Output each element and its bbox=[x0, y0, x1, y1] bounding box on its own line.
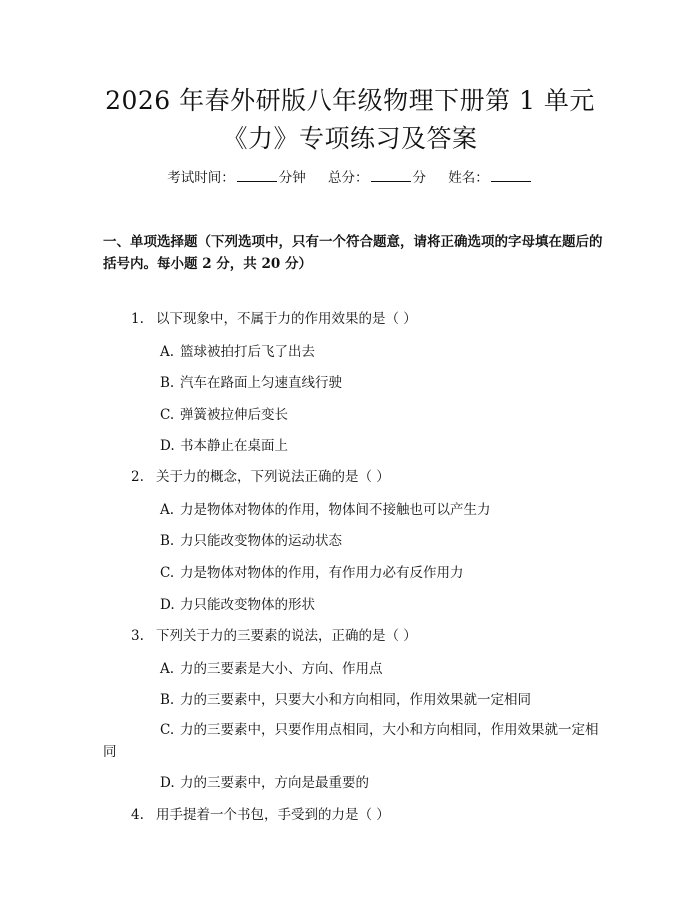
total-score-label: 总分： bbox=[328, 170, 369, 186]
question-number: 3. bbox=[131, 628, 144, 644]
question-2-option-a bbox=[160, 500, 491, 520]
student-name-blank[interactable] bbox=[491, 167, 531, 182]
question-1-option-c bbox=[160, 405, 288, 425]
question-1-option-b bbox=[160, 373, 342, 393]
option-letter: D. bbox=[160, 775, 175, 791]
question-3-option-a bbox=[160, 659, 383, 679]
exam-time-blank[interactable] bbox=[237, 167, 277, 182]
option-letter: C. bbox=[160, 565, 175, 581]
option-text: 力只能改变物体的运动状态 bbox=[180, 533, 342, 549]
question-text: 用手提着一个书包，手受到的力是（ ） bbox=[156, 807, 390, 823]
question-4 bbox=[131, 805, 390, 825]
section-heading-single-choice: 一、单项选择题（下列选项中，只有一个符合题意，请将正确选项的字母填在题后的括号内。每小题 2 分，共 20 分） bbox=[103, 234, 603, 272]
option-letter: A. bbox=[160, 661, 175, 677]
question-1-option-a bbox=[160, 342, 315, 362]
question-2 bbox=[131, 467, 390, 487]
question-1 bbox=[131, 309, 417, 329]
total-score-unit: 分 bbox=[412, 170, 426, 186]
question-text: 关于力的概念，下列说法正确的是（ ） bbox=[156, 469, 390, 485]
option-text: 力的三要素中，只要作用点相同，大小和方向相同，作用效果就一定相同 bbox=[103, 722, 599, 760]
exam-info-row bbox=[0, 167, 700, 188]
question-number: 2. bbox=[131, 469, 144, 485]
option-text: 力只能改变物体的形状 bbox=[180, 597, 315, 613]
question-3 bbox=[131, 626, 417, 646]
option-text: 力的三要素是大小、方向、作用点 bbox=[180, 661, 383, 677]
option-text: 篮球被拍打后飞了出去 bbox=[180, 344, 315, 360]
option-letter: D. bbox=[160, 597, 175, 613]
option-letter: B. bbox=[160, 692, 175, 708]
question-3-option-b bbox=[160, 690, 531, 710]
exam-time-label: 考试时间： bbox=[167, 170, 235, 186]
question-2-option-c bbox=[160, 563, 464, 583]
page-title-line-2: 《力》专项练习及答案 bbox=[222, 124, 478, 153]
student-name-field bbox=[448, 167, 533, 188]
option-letter: C. bbox=[160, 722, 175, 738]
question-text: 下列关于力的三要素的说法，正确的是（ ） bbox=[156, 628, 417, 644]
page-title-line-1: 2026 年春外研版八年级物理下册第 1 单元 bbox=[105, 86, 595, 115]
student-name-label: 姓名： bbox=[448, 170, 489, 186]
question-1-option-d bbox=[160, 436, 288, 456]
question-2-option-d bbox=[160, 595, 315, 615]
option-text: 力的三要素中，方向是最重要的 bbox=[180, 775, 369, 791]
exam-time-field bbox=[167, 167, 306, 188]
option-text: 力是物体对物体的作用，物体间不接触也可以产生力 bbox=[180, 502, 491, 518]
option-text: 力的三要素中，只要大小和方向相同，作用效果就一定相同 bbox=[180, 692, 531, 708]
exam-time-unit: 分钟 bbox=[278, 170, 306, 186]
option-letter: A. bbox=[160, 344, 175, 360]
option-letter: B. bbox=[160, 533, 175, 549]
option-text: 汽车在路面上匀速直线行驶 bbox=[180, 375, 342, 391]
option-letter: A. bbox=[160, 502, 175, 518]
option-text: 力是物体对物体的作用，有作用力必有反作用力 bbox=[180, 565, 464, 581]
question-3-option-d bbox=[160, 773, 369, 793]
question-2-option-b bbox=[160, 531, 342, 551]
option-letter: B. bbox=[160, 375, 175, 391]
total-score-blank[interactable] bbox=[371, 167, 411, 182]
option-letter: D. bbox=[160, 438, 175, 454]
question-number: 4. bbox=[131, 807, 144, 823]
question-text: 以下现象中，不属于力的作用效果的是（ ） bbox=[156, 311, 417, 327]
option-text: 书本静止在桌面上 bbox=[180, 438, 288, 454]
option-letter: C. bbox=[160, 407, 175, 423]
question-3-option-c bbox=[103, 719, 600, 763]
option-text: 弹簧被拉伸后变长 bbox=[180, 407, 288, 423]
question-number: 1. bbox=[131, 311, 144, 327]
total-score-field bbox=[328, 167, 426, 188]
